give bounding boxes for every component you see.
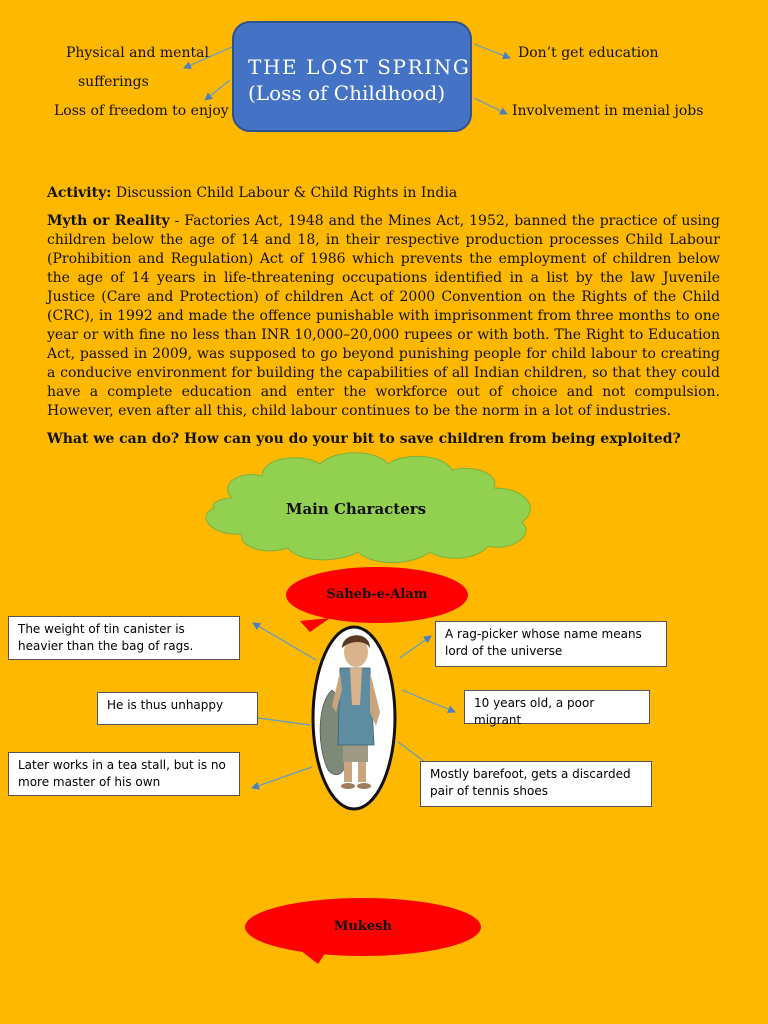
fact-box-tin-canister: The weight of tin canister is heavier than the bag of rags.	[8, 616, 240, 660]
concept-left-item: Physical and mental	[66, 45, 209, 61]
fact-box-rag-picker: A rag-picker whose name means lord of the universe	[435, 621, 667, 667]
fact-box-tea-stall: Later works in a tea stall, but is no more master of his own	[8, 752, 240, 796]
concept-left-item: Loss of freedom to enjoy	[54, 103, 229, 119]
activity-label: Activity:	[47, 185, 112, 201]
main-characters-heading: Main Characters	[285, 500, 427, 518]
myth-label: Myth or Reality	[47, 213, 170, 229]
title-sub: (Loss of Childhood)	[248, 81, 446, 105]
saheb-name: Saheb-e-Alam	[326, 587, 428, 602]
concept-right-item: Don’t get education	[518, 45, 659, 61]
fact-box-barefoot: Mostly barefoot, gets a discarded pair of tennis shoes	[420, 761, 652, 807]
fact-box-age: 10 years old, a poor migrant	[464, 690, 650, 724]
title-main: THE LOST SPRING	[248, 55, 471, 79]
concept-right-item: Involvement in menial jobs	[512, 103, 704, 119]
concept-left-item: sufferings	[78, 74, 149, 90]
fact-box-unhappy: He is thus unhappy	[97, 692, 258, 725]
activity-text: Discussion Child Labour & Child Rights in India	[111, 185, 458, 201]
myth-text: - Factories Act, 1948 and the Mines Act, 1952, banned the practice of using children below the age of 14 and 18, in their respective production processes Child Labour (Prohibition and Regulation) Act of 1986 which prevents the employment of children below the age of 14 years in life-threatening occupations identified in a list by the law Juvenile Justice (Care and Protection) of children Act of 2000 Convention on the Rights of the Child (CRC), in 1992 and made the offence punishable with imprisonment from three months to one year or with fine no less than INR 10,000–20,000 rupees or with both. The Right to Education Act, passed in 2009, was supposed to go beyond punishing people for child labour to creating a conducive environment for building the capabilities of all Indian children, so that they could have a complete education and enter the workforce out of choice and not compulsion. However, even after all this, child labour continues to be the norm in a lot of industries.	[47, 213, 720, 419]
mukesh-name: Mukesh	[334, 919, 392, 934]
question-heading: What we can do? How can you do your bit to save children from being exploited?	[47, 431, 681, 447]
